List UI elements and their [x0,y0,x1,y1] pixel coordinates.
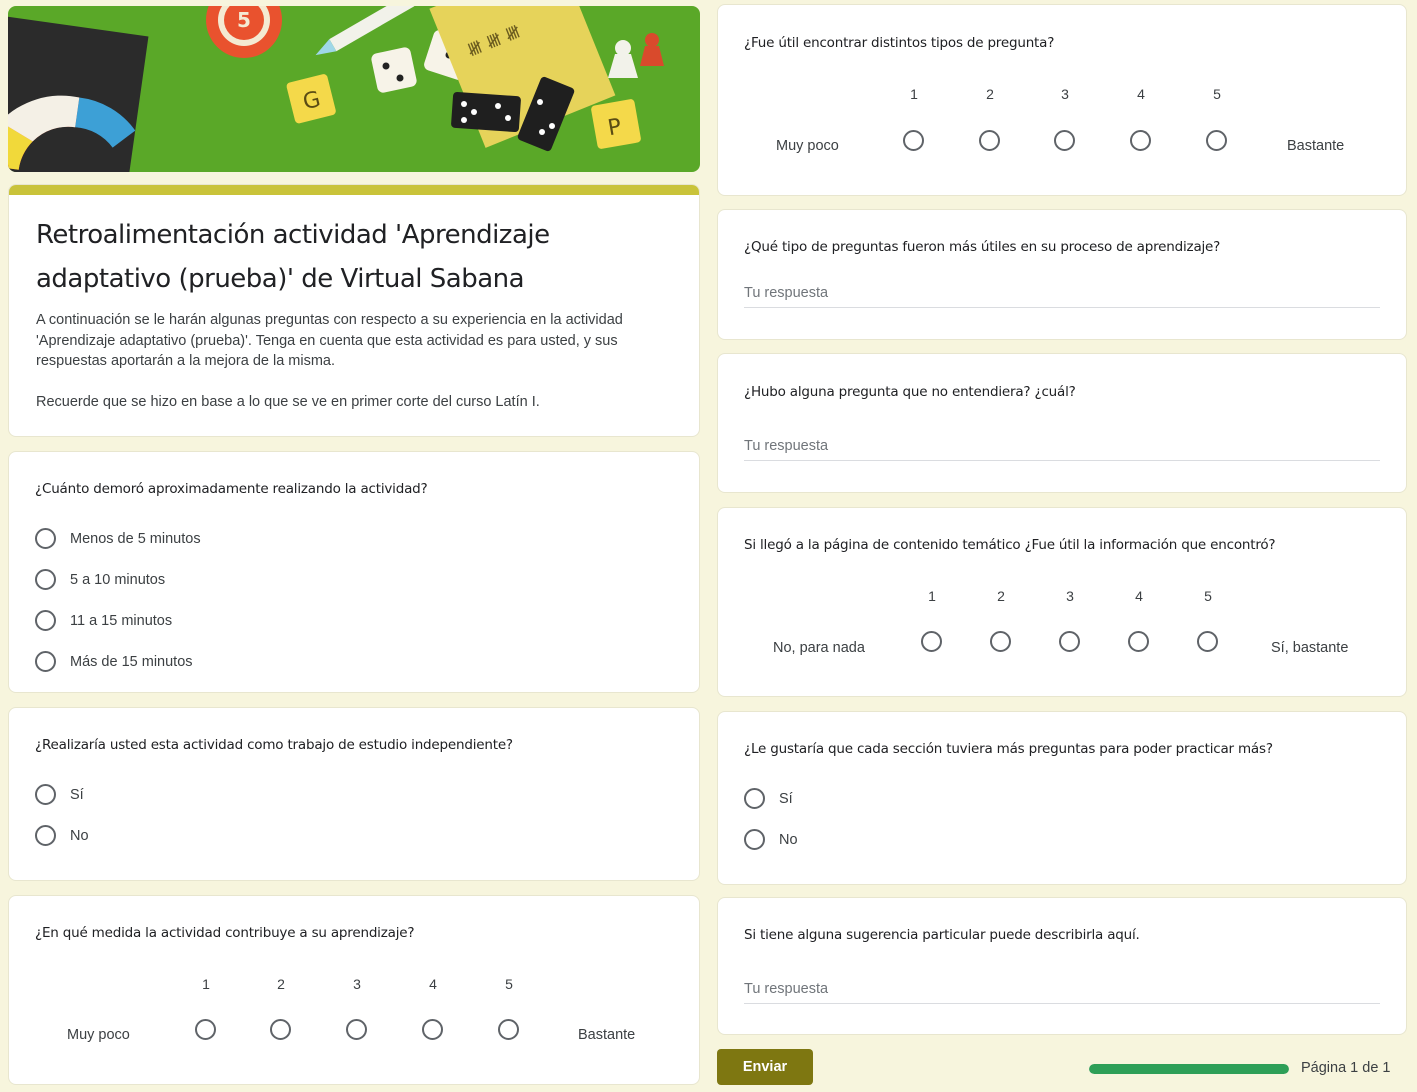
question-title: ¿Realizaría usted esta actividad como trabajo de estudio independiente? [35,737,513,753]
option-label: 11 a 15 minutos [70,612,173,629]
scale-high-label: Sí, bastante [1271,640,1349,656]
radio-option[interactable] [35,825,89,846]
question-card-contribution-scale [8,895,700,1085]
svg-text:G: G [300,86,324,116]
scale-radio-1[interactable] [921,631,942,652]
radio-option[interactable] [35,651,193,672]
question-title: ¿Le gustaría que cada sección tuviera más preguntas para poder practicar más? [744,741,1273,757]
accent-bar [9,185,699,195]
letter-tile-g-icon [286,73,337,124]
option-label: Sí [70,786,84,803]
question-title: ¿Fue útil encontrar distintos tipos de pregunta? [744,35,1055,51]
radio-option[interactable] [35,528,201,549]
scale-number: 4 [1137,86,1145,102]
question-title: ¿Cuánto demoró aproximadamente realizando la actividad? [35,481,428,497]
svg-text:5: 5 [237,8,251,32]
short-answer-input[interactable]: Tu respuesta [744,438,1380,461]
option-label: No [779,831,798,848]
scale-radio-1[interactable] [195,1019,216,1040]
game-board-icon [8,14,148,172]
progress-bar [1089,1064,1289,1074]
question-card-independent-study [8,707,700,881]
scale-low-label: Muy poco [67,1027,130,1043]
radio-option[interactable] [35,569,165,590]
scale-high-label: Bastante [578,1027,636,1043]
question-card-content-page-scale [717,507,1407,697]
radio-button[interactable] [35,610,56,631]
form-title: Retroalimentación actividad 'Aprendizaje adaptativo (prueba)' de Virtual Sabana [36,220,550,294]
scale-radio-5[interactable] [498,1019,519,1040]
scale-number: 5 [1204,588,1212,604]
scale-low-label: Muy poco [776,138,839,154]
question-title: ¿En qué medida la actividad contribuye a su aprendizaje? [35,925,415,941]
scale-number: 4 [1135,588,1143,604]
page-indicator: Página 1 de 1 [1301,1060,1391,1076]
option-label: No [70,827,89,844]
question-card-more-questions [717,711,1407,885]
radio-button[interactable] [35,784,56,805]
scale-number: 2 [997,588,1005,604]
scale-radio-5[interactable] [1197,631,1218,652]
question-title: ¿Qué tipo de preguntas fueron más útiles en su proceso de aprendizaje? [744,239,1221,255]
short-answer-input[interactable]: Tu respuesta [744,981,1380,1004]
scale-radio-1[interactable] [903,130,924,151]
radio-button[interactable] [744,829,765,850]
scale-radio-4[interactable] [1128,631,1149,652]
poker-chip-icon [206,6,282,58]
radio-button[interactable] [744,788,765,809]
question-title: ¿Hubo alguna pregunta que no entendiera? ¿cuál? [744,384,1076,400]
scale-radio-5[interactable] [1206,130,1227,151]
option-label: Más de 15 minutos [70,653,193,670]
scale-radio-4[interactable] [422,1019,443,1040]
svg-text:P: P [605,114,624,142]
short-answer-input[interactable]: Tu respuesta [744,285,1380,308]
radio-option[interactable] [35,610,172,631]
scale-low-label: No, para nada [773,640,865,656]
scale-radio-2[interactable] [979,130,1000,151]
progress-fill [1089,1064,1289,1074]
form-description: A continuación se le harán algunas preguntas con respecto a su experiencia en la actividad 'Aprendizaje adaptativo (prueba)'. Tenga en cuenta que esta actividad es para usted, y sus respuestas aportarán a la mejora de la misma. Recuerde que se hizo en base a lo que se ve en primer corte del curso Latín I. [36,312,623,410]
option-label: Menos de 5 minutos [70,530,201,547]
scale-high-label: Bastante [1287,138,1345,154]
scale-number: 1 [910,86,918,102]
scale-number: 5 [505,976,513,992]
option-label: 5 a 10 minutos [70,571,166,588]
letter-tile-p-icon [591,99,642,150]
header-banner-image [8,6,700,172]
scale-number: 5 [1213,86,1221,102]
svg-text:𝍸 𝍸 𝍸: 𝍸 𝍸 𝍸 [464,21,524,62]
scale-number: 3 [1066,588,1074,604]
question-card-question-types-scale [717,4,1407,196]
radio-option[interactable] [744,829,798,850]
question-card-useful-questions [717,209,1407,340]
question-card-suggestions [717,897,1407,1035]
form-header-card [8,184,700,437]
scale-radio-2[interactable] [270,1019,291,1040]
scale-number: 1 [928,588,936,604]
option-label: Sí [779,790,793,807]
scale-radio-2[interactable] [990,631,1011,652]
submit-button[interactable]: Enviar [717,1049,813,1085]
radio-button[interactable] [35,825,56,846]
scale-radio-3[interactable] [1059,631,1080,652]
radio-button[interactable] [35,569,56,590]
question-title: Si llegó a la página de contenido temático ¿Fue útil la información que encontró? [744,537,1276,553]
scale-radio-3[interactable] [346,1019,367,1040]
question-title: Si tiene alguna sugerencia particular puede describirla aquí. [744,927,1140,943]
radio-option[interactable] [744,788,793,809]
scale-number: 3 [1061,86,1069,102]
scale-radio-4[interactable] [1130,130,1151,151]
board-games-illustration [8,6,700,172]
pawn-icon [608,33,664,78]
scale-number: 1 [202,976,210,992]
scale-number: 2 [277,976,285,992]
question-card-duration [8,451,700,693]
radio-option[interactable] [35,784,84,805]
scale-number: 4 [429,976,437,992]
radio-button[interactable] [35,651,56,672]
question-card-unclear-question [717,353,1407,493]
scale-number: 3 [353,976,361,992]
scale-radio-3[interactable] [1054,130,1075,151]
radio-button[interactable] [35,528,56,549]
scale-number: 2 [986,86,994,102]
